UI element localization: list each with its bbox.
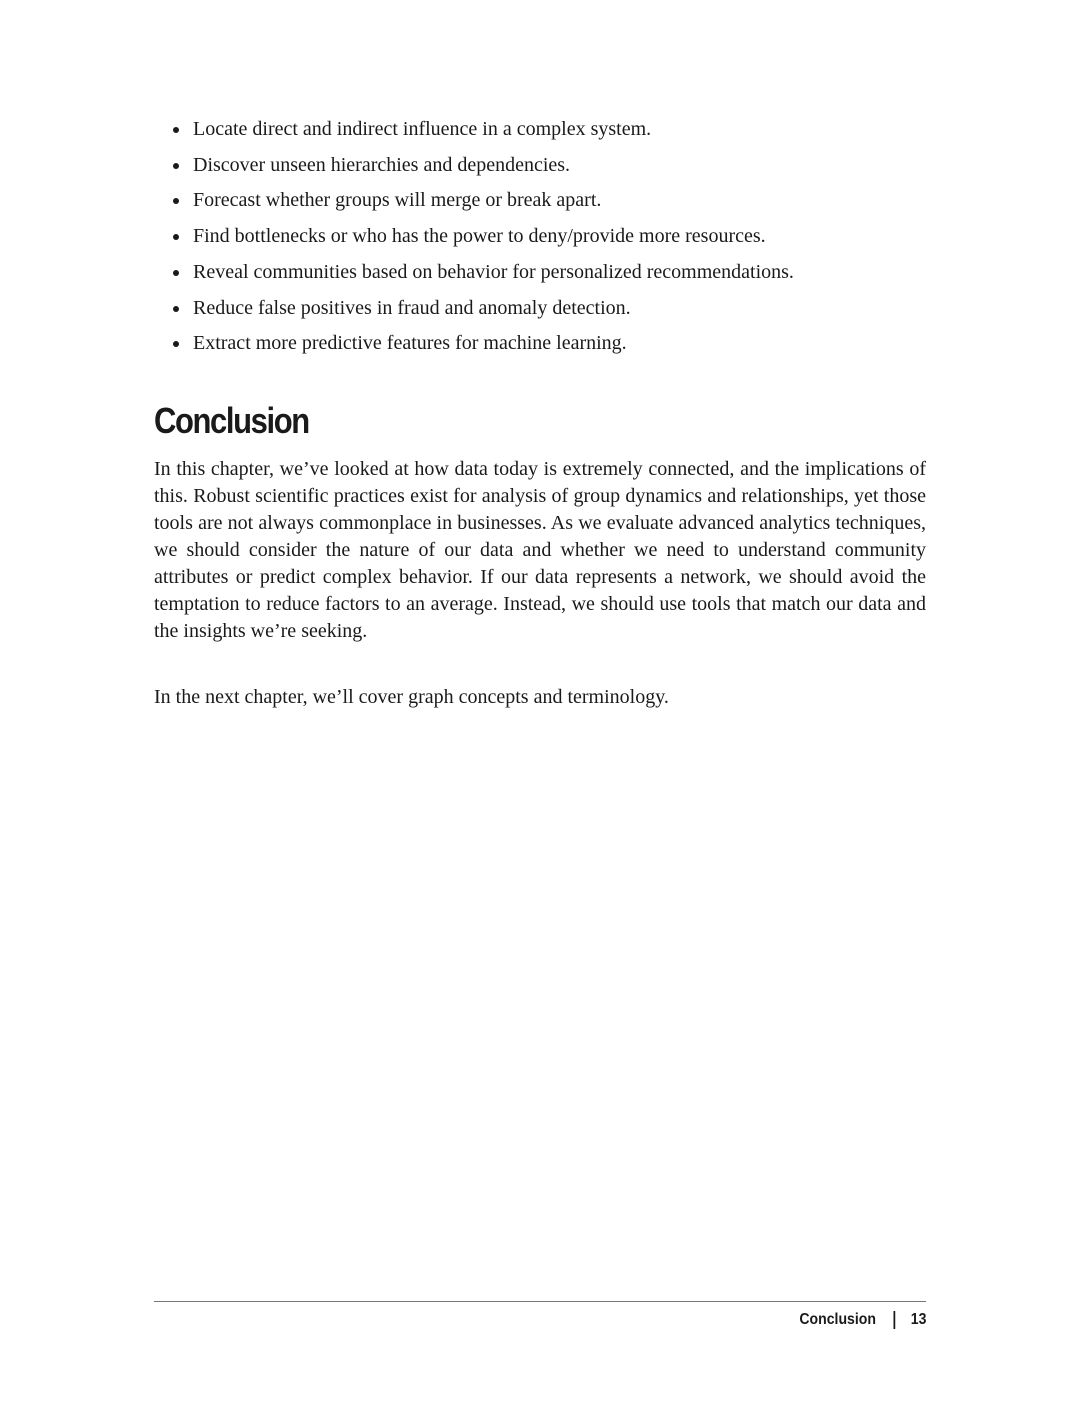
bullet-dot-icon: [173, 234, 179, 240]
section-heading: Conclusion: [154, 400, 309, 441]
bullet-dot-icon: [173, 127, 179, 133]
bullet-dot-icon: [173, 163, 179, 169]
bullet-item: [154, 219, 926, 255]
body-paragraph: In this chapter, we’ve looked at how data today is extremely connected, and the implications of this. Robust scientific practices exist for analysis of group dynamics and relationships, yet those tools are not always commonplace in businesses. As we evaluate advanced analytics techniques, we should consider the nature of our data and whether we need to understand community attributes or predict complex behavior. If our data represents a network, we should avoid the temptation to reduce factors to an average. Instead, we should use tools that match our data and the insights we’re seeking.: [154, 458, 926, 642]
bullet-text: Find bottlenecks or who has the power to deny/provide more resources.: [193, 225, 766, 248]
bullet-text: Forecast whether groups will merge or break apart.: [193, 189, 602, 212]
bullet-text: Extract more predictive features for machine learning.: [193, 332, 627, 355]
footer-rule: [154, 1301, 926, 1302]
bullet-item: [154, 112, 926, 148]
bullet-dot-icon: [173, 198, 179, 204]
feature-bullet-list: [154, 112, 926, 362]
body-paragraph: In the next chapter, we’ll cover graph concepts and terminology.: [154, 686, 669, 708]
bullet-item: [154, 148, 926, 184]
bullet-dot-icon: [173, 306, 179, 312]
footer-separator: [893, 1311, 894, 1329]
page-footer: [799, 1308, 926, 1332]
bullet-text: Reveal communities based on behavior for personalized recommendations.: [193, 260, 794, 283]
bullet-text: Locate direct and indirect influence in a complex system.: [193, 118, 652, 140]
bullet-item: [154, 291, 926, 327]
bullet-text: Discover unseen hierarchies and dependencies.: [193, 153, 571, 176]
bullet-dot-icon: [173, 270, 179, 276]
bullet-item: [154, 183, 926, 219]
bullet-text: Reduce false positives in fraud and anomaly detection.: [193, 296, 631, 319]
running-footer-label: Conclusion: [798, 1311, 876, 1328]
bullet-item: [154, 255, 926, 291]
page-number: 13: [910, 1311, 926, 1328]
bullet-dot-icon: [173, 341, 179, 347]
bullet-item: [154, 326, 926, 362]
